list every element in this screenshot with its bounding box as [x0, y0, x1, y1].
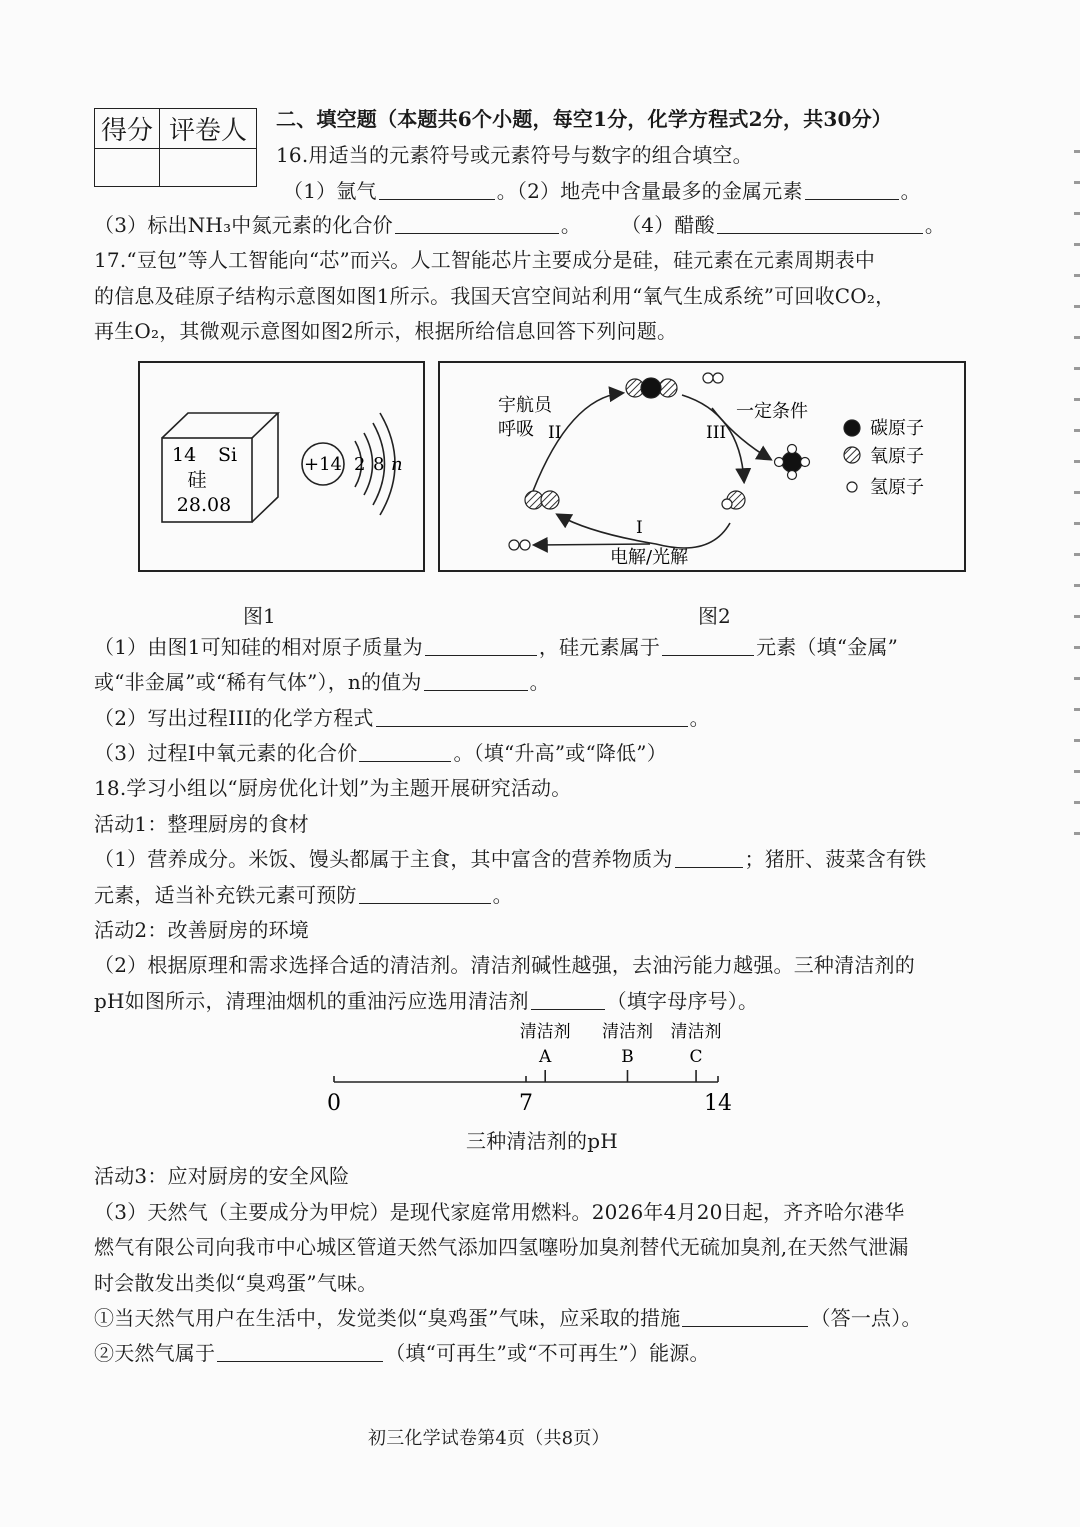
section-title: 二、填空题（本题共6个小题，每空1分，化学方程式2分，共30分）: [276, 107, 892, 131]
ph-tick-label: 0: [327, 1091, 341, 1116]
astronaut-label: 宇航员: [498, 395, 552, 416]
condition-label: 一定条件: [736, 401, 808, 422]
grader-header: 评卷人: [160, 109, 257, 149]
ph-caption: 三种清洁剂的pH: [466, 1129, 618, 1153]
nucleus-charge: +14: [304, 454, 342, 475]
shell-1: 2: [354, 454, 366, 475]
q18-sub3-line2: 燃气有限公司向我市中心城区管道天然气添加四氢噻吩加臭剂替代无硫加臭剂,在天然气泄漏: [94, 1235, 909, 1259]
atomic-number: 14: [172, 444, 197, 466]
q18-sub2-line1: （2）根据原理和需求选择合适的清洁剂。清洁剂碱性越强，去油污能力越强。三种清洁剂的: [94, 953, 915, 977]
q17-sub2: （2）写出过程III的化学方程式 。: [94, 706, 710, 730]
answer-blank[interactable]: [662, 635, 754, 656]
activity-3: 活动3：应对厨房的安全风险: [94, 1164, 350, 1188]
answer-blank[interactable]: [424, 670, 528, 691]
cleaner-name-label: 清洁剂: [519, 1022, 571, 1042]
q17-sub3: （3）过程I中氧元素的化合价 。（填“升高”或“降低”）: [94, 741, 667, 765]
legend-hydrogen: 氢原子: [870, 477, 924, 498]
cleaner-letter-label: B: [621, 1047, 634, 1067]
shell-2: 8: [373, 454, 385, 475]
step-2-label: II: [548, 423, 562, 443]
binding-dots: [1074, 150, 1080, 850]
figure-1: [138, 361, 425, 572]
ph-tick-label: 7: [519, 1091, 533, 1116]
answer-blank[interactable]: [217, 1341, 383, 1362]
answer-blank[interactable]: [531, 989, 605, 1010]
cleaner-name-label: 清洁剂: [601, 1022, 653, 1042]
q18-sub2-line2: pH如图所示，清理油烟机的重油污应选用清洁剂 （填字母序号）。: [94, 989, 759, 1013]
ph-tick-label: 14: [704, 1091, 732, 1116]
q17-line3: 再生O₂，其微观示意图如图2所示，根据所给信息回答下列问题。: [94, 319, 678, 343]
answer-blank[interactable]: [675, 847, 743, 868]
q17-sub1-line1: （1）由图1可知硅的相对原子质量为 ，硅元素属于 元素（填“金属”: [94, 635, 899, 659]
q18-sub3-line3: 时会散发出类似“臭鸡蛋”气味。: [94, 1271, 378, 1295]
q18-sub1-line1: （1）营养成分。米饭、馒头都属于主食，其中富含的营养物质为 ；猪肝、菠菜含有铁: [94, 847, 927, 871]
answer-blank[interactable]: [395, 213, 559, 234]
figure-1-caption: 图1: [243, 604, 276, 628]
step-3-label: III: [706, 423, 727, 443]
cleaner-letter-label: C: [689, 1047, 703, 1067]
q17-sub1-line2: 或“非金属”或“稀有气体”），n的值为 。: [94, 670, 550, 694]
q16-line1: （1）氩气 。（2）地壳中含量最多的金属元素 。: [283, 179, 921, 203]
step-1-label: I: [636, 518, 643, 538]
answer-blank[interactable]: [805, 179, 899, 200]
q18-sub3-line1: （3）天然气（主要成分为甲烷）是现代家庭常用燃料。2026年4月20日起，齐齐哈尔港华: [94, 1200, 905, 1224]
page-footer: 初三化学试卷第4页（共8页）: [368, 1428, 610, 1449]
q17-line2: 的信息及硅原子结构示意图如图1所示。我国天宫空间站利用“氧气生成系统”可回收CO₂，: [94, 284, 896, 308]
element-name: 硅: [187, 469, 207, 491]
answer-blank[interactable]: [379, 179, 495, 200]
q18-sub3-line5: ②天然气属于 （填“可再生”或“不可再生”）能源。: [94, 1341, 710, 1365]
q17-line1: 17.“豆包”等人工智能向“芯”而兴。人工智能芯片主要成分是硅，硅元素在元素周期表中: [94, 248, 876, 272]
atomic-mass: 28.08: [176, 494, 232, 516]
answer-blank[interactable]: [425, 635, 537, 656]
answer-blank[interactable]: [359, 883, 491, 904]
score-table: [94, 108, 257, 187]
q16-line2: （3）标出NH₃中氮元素的化合价 。 （4）醋酸 。: [94, 213, 946, 237]
oxygen-cycle-diagram: [440, 363, 964, 570]
legend-carbon: 碳原子: [870, 418, 924, 439]
answer-blank[interactable]: [359, 741, 451, 762]
score-header: 得分: [95, 109, 160, 149]
shell-3: n: [391, 454, 403, 475]
grader-cell: [160, 149, 257, 187]
q18-stem: 18.学习小组以“厨房优化计划”为主题开展研究活动。: [94, 776, 572, 800]
figure-2-caption: 图2: [698, 604, 731, 628]
answer-blank[interactable]: [717, 213, 923, 234]
ph-number-line: [320, 1015, 750, 1120]
cleaner-letter-label: A: [539, 1047, 552, 1067]
silicon-diagram: [140, 363, 423, 570]
score-cell: [95, 149, 160, 187]
answer-blank[interactable]: [376, 706, 688, 727]
answer-blank[interactable]: [682, 1306, 808, 1327]
q18-sub3-line4: ①当天然气用户在生活中，发觉类似“臭鸡蛋”气味，应采取的措施 （答一点）。: [94, 1306, 922, 1330]
activity-2: 活动2：改善厨房的环境: [94, 918, 309, 942]
legend-oxygen: 氧原子: [870, 446, 924, 467]
q18-sub1-line2: 元素，适当补充铁元素可预防 。: [94, 883, 513, 907]
breath-label: 呼吸: [498, 419, 534, 440]
cleaner-name-label: 清洁剂: [670, 1022, 722, 1042]
element-symbol: Si: [218, 444, 238, 466]
figure-2: [438, 361, 966, 572]
activity-1: 活动1：整理厨房的食材: [94, 812, 309, 836]
q16-stem: 16.用适当的元素符号或元素符号与数字的组合填空。: [276, 143, 753, 167]
electrolysis-label: 电解/光解: [610, 547, 689, 568]
